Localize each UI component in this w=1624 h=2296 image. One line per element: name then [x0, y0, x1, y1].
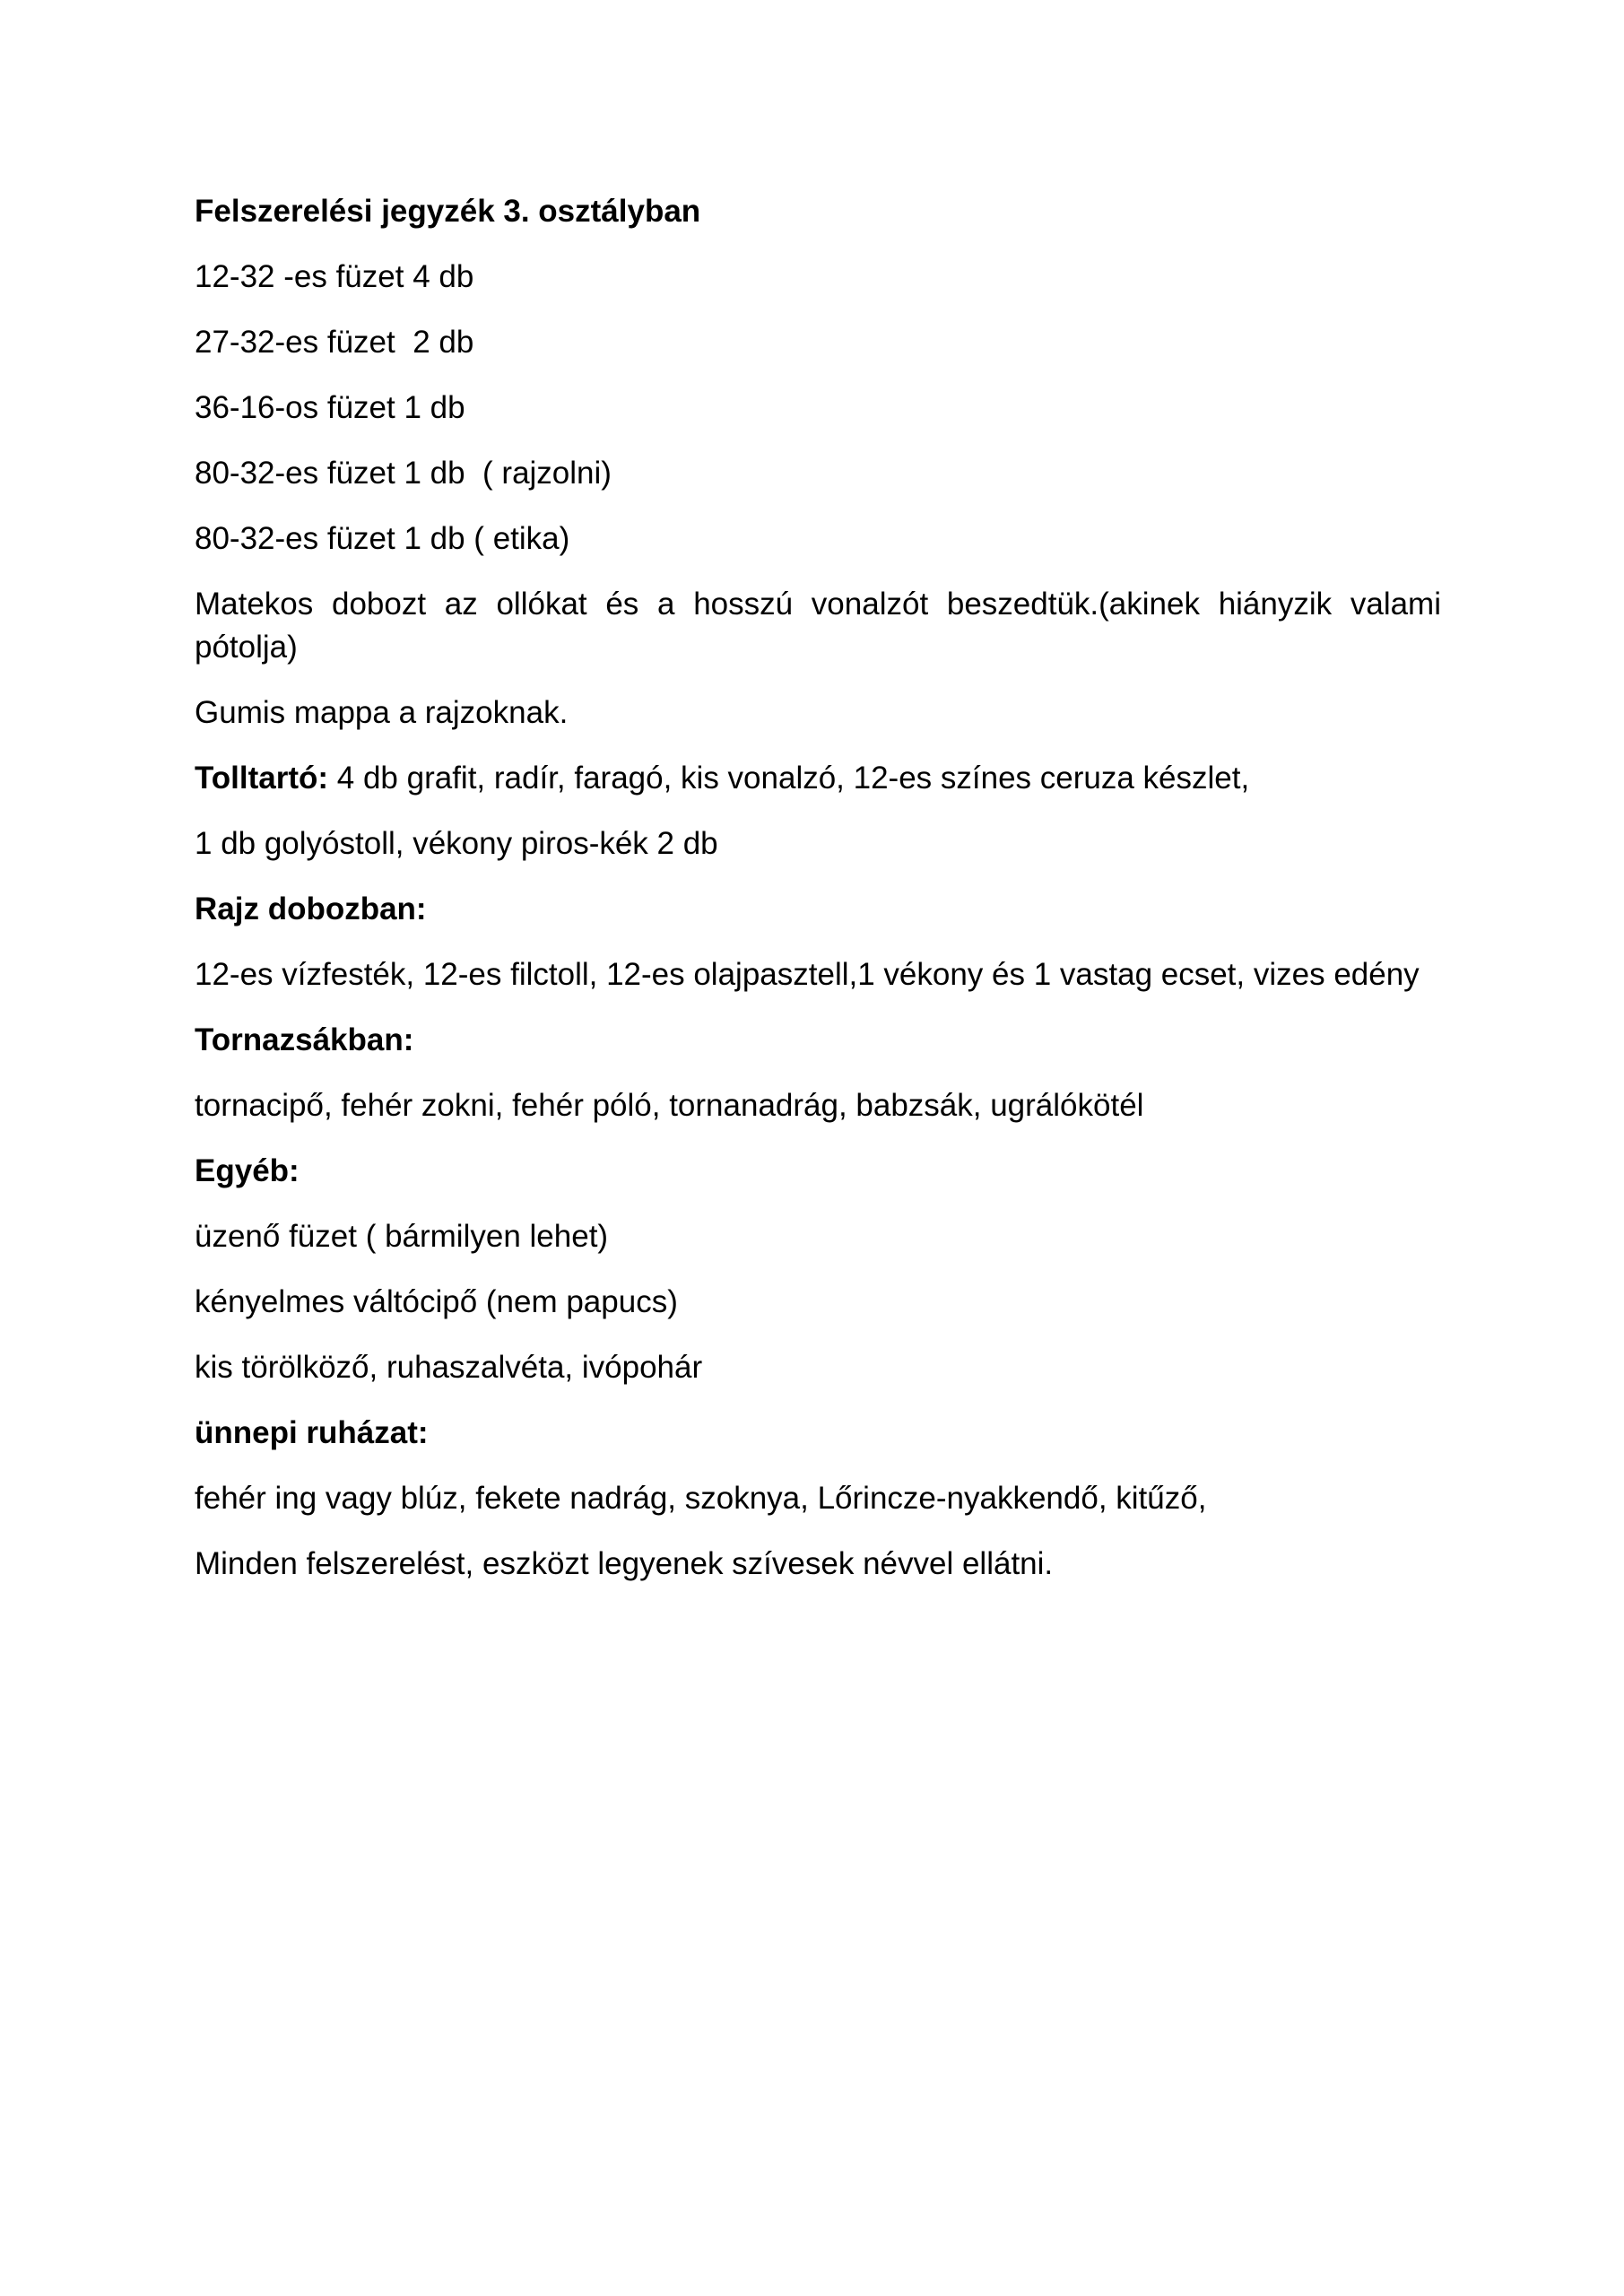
section-heading-unnepi: ünnepi ruházat:: [195, 1415, 429, 1450]
section-heading-egyeb: Egyéb:: [195, 1153, 300, 1188]
list-item: 12-32 -es füzet 4 db: [195, 259, 474, 294]
list-item: Gumis mappa a rajzoknak.: [195, 695, 569, 730]
torna-text: tornacipő, fehér zokni, fehér póló, tornanadrág, babzsák, ugrálókötél: [195, 1088, 1144, 1123]
list-item: 80-32-es füzet 1 db ( rajzolni): [195, 456, 612, 491]
list-item: 36-16-os füzet 1 db: [195, 390, 465, 425]
list-item: 80-32-es füzet 1 db ( etika): [195, 521, 570, 556]
rajz-text: 12-es vízfesték, 12-es filctoll, 12-es olajpasztell,1 vékony és 1 vastag ecset, vizes edény: [195, 957, 1420, 992]
document-title: Felszerelési jegyzék 3. osztályban: [195, 194, 701, 229]
tolltarto-text: 4 db grafit, radír, faragó, kis vonalzó, 12-es színes ceruza készlet,: [328, 761, 1250, 796]
document-body: [195, 190, 1441, 1608]
list-item: Matekos dobozt az ollókat és a hosszú vonalzót beszedtük.(akinek hiányzik valami pótolja): [195, 587, 1441, 665]
list-item: kényelmes váltócipő (nem papucs): [195, 1284, 678, 1319]
tolltarto-line-2: 1 db golyóstoll, vékony piros-kék 2 db: [195, 826, 718, 861]
list-item: kis törölköző, ruhaszalvéta, ivópohár: [195, 1350, 703, 1385]
tolltarto-label: Tolltartó:: [195, 761, 329, 796]
list-item: 27-32-es füzet 2 db: [195, 325, 474, 360]
section-heading-torna: Tornazsákban:: [195, 1022, 414, 1057]
section-heading-rajz: Rajz dobozban:: [195, 891, 427, 926]
list-item: üzenő füzet ( bármilyen lehet): [195, 1219, 609, 1254]
closing-note: Minden felszerelést, eszközt legyenek szívesek névvel ellátni.: [195, 1546, 1054, 1581]
tolltarto-line: [195, 757, 1441, 800]
unnepi-text: fehér ing vagy blúz, fekete nadrág, szoknya, Lőrincze-nyakkendő, kitűző,: [195, 1481, 1207, 1516]
